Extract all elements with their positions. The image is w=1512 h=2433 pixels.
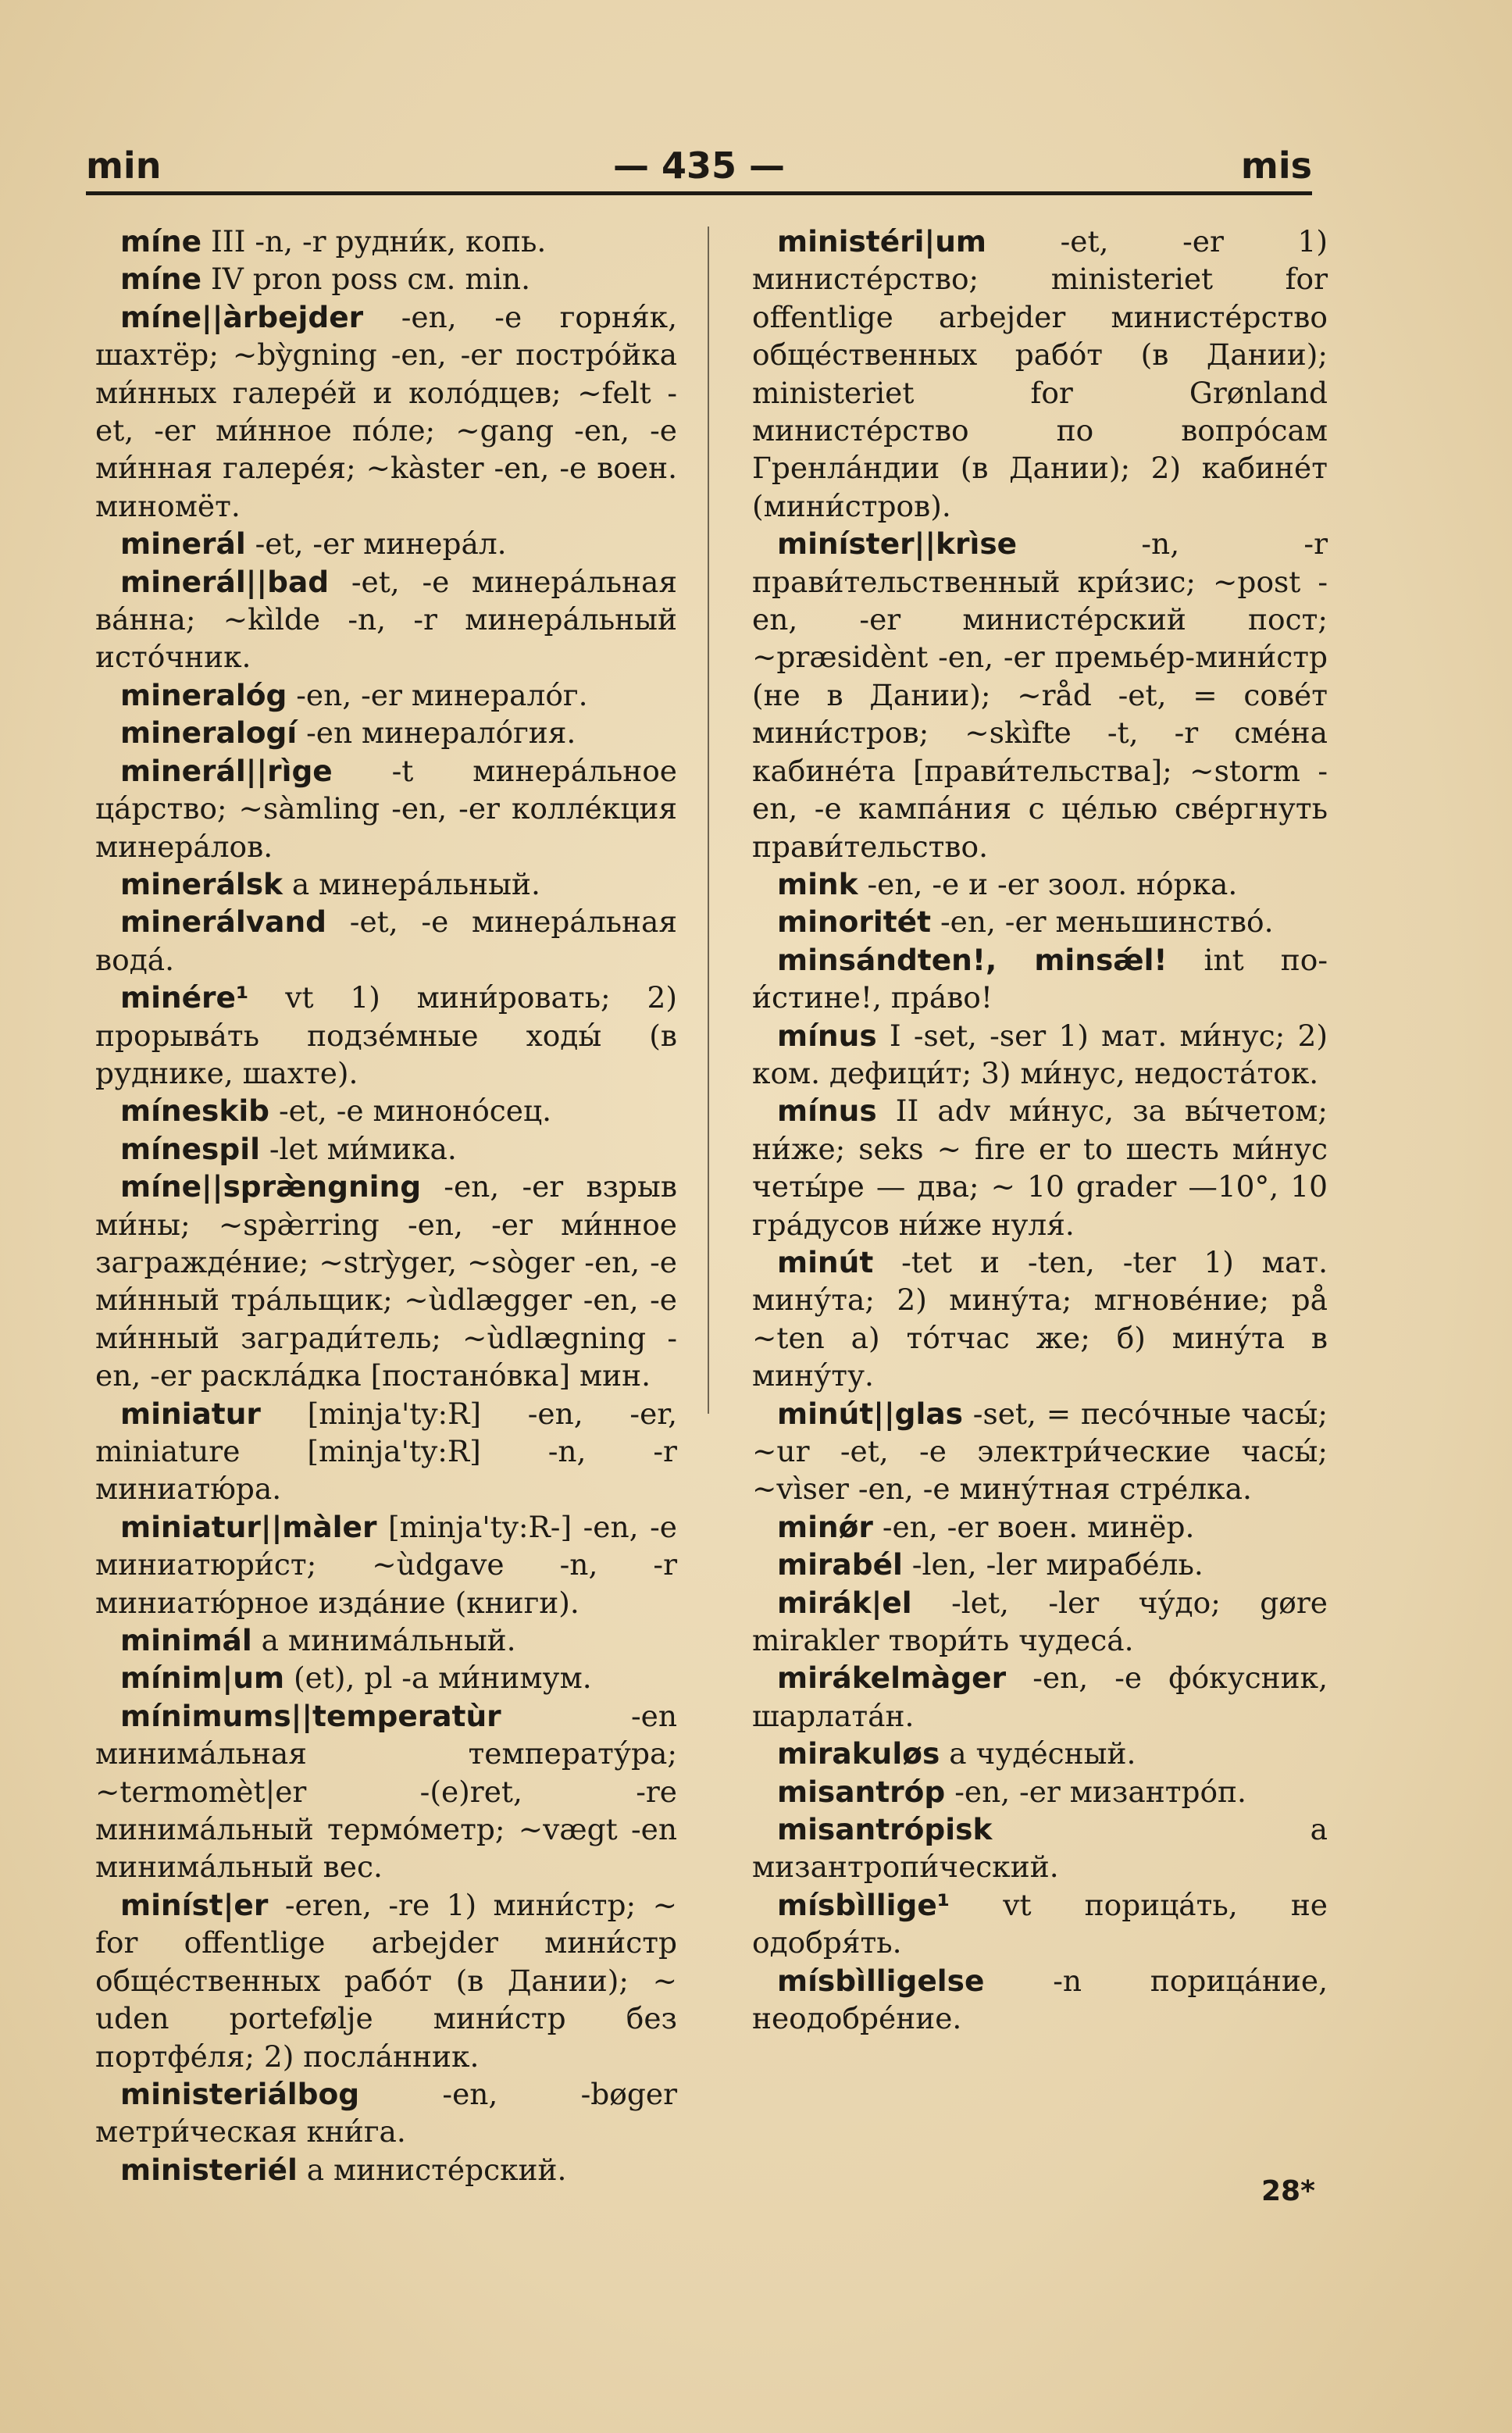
dictionary-entry xyxy=(95,1395,677,1508)
dictionary-entry xyxy=(752,1017,1328,1093)
headword: misantrópisk xyxy=(777,1812,993,1847)
dictionary-entry xyxy=(95,1508,677,1621)
definition: a мизантропи́ческий. xyxy=(752,1812,1328,1885)
definition: [minja'ty:R] -en, -er, miniature [minja'ty:R] -n, -r миниатю́ра. xyxy=(95,1396,678,1507)
definition: vt порица́ть, не одобря́ть. xyxy=(752,1887,1328,1960)
dictionary-entry xyxy=(752,1092,1328,1243)
definition: -en минима́льная температу́ра; ~termomèt|er -(e)ret, -re минима́льный термо́метр; ~vægt -en минима́льный вес. xyxy=(95,1698,677,1885)
definition: a министе́рский. xyxy=(306,2152,567,2187)
definition: -et, -e минера́льная вода́. xyxy=(95,904,678,977)
dictionary-entry xyxy=(752,1659,1328,1735)
definition: a минера́льный. xyxy=(291,866,540,901)
dictionary-entry xyxy=(752,865,1328,903)
dictionary-entry xyxy=(95,223,677,260)
headword: mísbìlligelse xyxy=(777,1963,985,1998)
definition: -n порица́ние, неодобре́ние. xyxy=(752,1963,1328,2036)
dictionary-entry xyxy=(95,563,677,676)
guide-word-left: min xyxy=(86,144,162,187)
dictionary-entry xyxy=(95,1886,677,2075)
headword: mink xyxy=(777,866,858,901)
headword: mínim|um xyxy=(120,1661,285,1696)
header-rule xyxy=(86,191,1312,195)
definition: -en, -er взрыв ми́ны; ~spæ̀rring -en, -er ми́нное загражде́ние; ~strỳger, ~sòger -en, -e ми́нный тра́льщик; ~ùdlægger -en, -e ми́нный загради́тель; ~ùdlægning -en, -er раскла́дка [постано́вка] мин. xyxy=(95,1169,677,1393)
headword: mirákelmàger xyxy=(777,1661,1007,1696)
definition: -eren, -re 1) мини́стр; ~ for offentlige arbejder мини́стр обще́ственных рабо́т (в Дании); ~ uden portefølje мини́стр без портфе́ля; 2) посла́нник. xyxy=(95,1887,677,2074)
definition: -et, -e минера́льная ва́нна; ~kìlde -n, -r минера́льный исто́чник. xyxy=(95,564,678,675)
dictionary-entry xyxy=(752,1810,1328,1886)
headword: míne xyxy=(120,224,202,259)
definition: -en, -e и -er зоол. но́рка. xyxy=(867,866,1238,901)
headword: míne||spræ̀ngning xyxy=(120,1169,422,1204)
headword: mísbìllige¹ xyxy=(777,1887,950,1922)
dictionary-entry xyxy=(95,714,677,751)
headword: ministeriél xyxy=(120,2152,298,2187)
headword: ministeriálbog xyxy=(120,2076,360,2111)
dictionary-entry xyxy=(752,1243,1328,1395)
definition: -en, -e горня́к, шахтёр; ~bỳgning -en, -er постро́йка ми́нных галере́й и коло́дцев; ~felt -et, -er ми́нное по́ле; ~gang -en, -e ми́нная галере́я; ~kàster -en, -e воен. миномёт. xyxy=(95,299,677,523)
headword: minére¹ xyxy=(120,980,249,1015)
definition: a минима́льный. xyxy=(261,1623,516,1658)
definition: (et), pl -a ми́нимум. xyxy=(293,1661,592,1696)
headword: miniatur||màler xyxy=(120,1509,377,1544)
dictionary-entry xyxy=(752,223,1328,525)
definition: -en, -er мизантро́п. xyxy=(954,1774,1246,1809)
definition: -en, -er минерало́г. xyxy=(296,677,588,712)
dictionary-entry xyxy=(95,903,677,979)
dictionary-entry xyxy=(752,1508,1328,1546)
headword: minerálvand xyxy=(120,904,327,940)
dictionary-entry xyxy=(95,1130,677,1168)
headword: misantróp xyxy=(777,1774,946,1809)
dictionary-entry xyxy=(752,1886,1328,1962)
headword: míne xyxy=(120,262,202,297)
signature-mark: 28* xyxy=(1261,2175,1315,2207)
definition: -en, -e фо́кусник, шарлата́н. xyxy=(752,1661,1328,1733)
dictionary-entry xyxy=(95,2075,677,2151)
definition: -set, = песо́чные часы́; ~ur -et, -e электри́ческие часы́; ~vìser -en, -e мину́тная стре́лка. xyxy=(752,1396,1328,1507)
headword: minerálsk xyxy=(120,866,283,901)
headword: minerál xyxy=(120,526,246,562)
page-header xyxy=(86,144,1312,191)
headword: mirabél xyxy=(777,1547,903,1582)
definition: -en минерало́гия. xyxy=(306,715,576,751)
definition: -en, -bøger метри́ческая кни́га. xyxy=(95,2076,677,2149)
dictionary-entry xyxy=(752,1962,1328,2038)
right-column xyxy=(752,223,1328,2038)
dictionary-entry xyxy=(95,260,677,298)
headword: mirakuløs xyxy=(777,1736,940,1771)
headword: minút||glas xyxy=(777,1396,963,1431)
column-divider xyxy=(708,227,709,1414)
headword: ministéri|um xyxy=(777,224,986,259)
headword: minimál xyxy=(120,1623,252,1658)
dictionary-entry xyxy=(752,941,1328,1017)
dictionary-entry xyxy=(95,676,677,714)
dictionary-entry xyxy=(752,1584,1328,1660)
headword: míneskib xyxy=(120,1093,270,1129)
headword: miníst|er xyxy=(120,1887,269,1922)
definition: -en, -er воен. минёр. xyxy=(882,1509,1195,1544)
dictionary-entry xyxy=(95,752,677,865)
definition: vt 1) мини́ровать; 2) прорыва́ть подзе́мные ходы́ (в руднике, шахте). xyxy=(95,980,677,1090)
headword: minerál||bad xyxy=(120,564,330,599)
definition: III -n, -r рудни́к, копь. xyxy=(210,224,547,259)
dictionary-entry xyxy=(95,1092,677,1129)
definition: -tet и -ten, -ter 1) мат. мину́та; 2) мину́та; мгнове́ние; på ~ten а) то́тчас же; б) мину́та в мину́ту. xyxy=(752,1244,1328,1393)
headword: mineralóg xyxy=(120,677,287,712)
headword: mínimums||temperatùr xyxy=(120,1698,501,1733)
dictionary-entry xyxy=(95,979,677,1092)
dictionary-entry xyxy=(752,1395,1328,1508)
definition: -len, -ler мирабе́ль. xyxy=(911,1547,1204,1582)
dictionary-entry xyxy=(95,1659,677,1696)
left-column xyxy=(95,223,677,2189)
headword: mínus xyxy=(777,1018,877,1053)
definition: int по-и́стине!, пра́во! xyxy=(752,942,1328,1015)
dictionary-entry xyxy=(95,1168,677,1394)
guide-word-right: mis xyxy=(1240,144,1312,187)
dictionary-entry xyxy=(752,1773,1328,1810)
definition: -et, -er 1) министе́рство; ministeriet for offentlige arbejder министе́рство обще́ственных рабо́т (в Дании); ministeriet for Grønland министе́рство по вопро́сам Гренла́ндии (в Дании); 2) кабине́т (мини́стров). xyxy=(752,224,1328,523)
headword: mineralogí xyxy=(120,715,298,751)
definition: [minja'ty:R-] -en, -e миниатюри́ст; ~ùdgave -n, -r миниатю́рное изда́ние (книги). xyxy=(95,1509,677,1620)
dictionary-entry xyxy=(752,903,1328,940)
dictionary-entry xyxy=(95,525,677,562)
definition: -let, -ler чу́до; gøre mirakler твори́ть чудеса́. xyxy=(752,1585,1328,1658)
definition: a чуде́сный. xyxy=(949,1736,1136,1771)
headword: minút xyxy=(777,1244,874,1279)
headword: mirák|el xyxy=(777,1585,912,1620)
headword: minsándten!, minsǽl! xyxy=(777,942,1168,977)
headword: míne||àrbejder xyxy=(120,299,364,334)
definition: I -set, -ser 1) мат. ми́нус; 2) ком. дефици́т; 3) ми́нус, недоста́ток. xyxy=(752,1018,1328,1090)
headword: minerál||rìge xyxy=(120,753,333,788)
headword: mínespil xyxy=(120,1131,260,1166)
definition: IV pron poss см. min. xyxy=(210,262,531,297)
dictionary-entry xyxy=(752,1735,1328,1772)
definition: II adv ми́нус, за вы́четом; ни́же; seks ~ fire er to шесть ми́нус четы́ре — два; ~ 10 grader —10°, 10 гра́дусов ни́же нуля́. xyxy=(752,1093,1328,1242)
definition: -t минера́льное ца́рство; ~sàmling -en, -er колле́кция минера́лов. xyxy=(95,753,677,864)
definition: -n, -r прави́тельственный кри́зис; ~post -en, -er министе́рский пост; ~præsidènt -en, -er премье́р-мини́стр (не в Дании); ~råd -et, = сове́т мини́стров; ~skìfte -t, -r сме́на кабине́та [прави́тельства]; ~storm -en, -e кампа́ния с це́лью све́ргнуть прави́тельство. xyxy=(752,526,1328,864)
dictionary-entry xyxy=(95,865,677,903)
dictionary-entry xyxy=(95,1697,677,1886)
dictionary-entry xyxy=(752,1546,1328,1583)
dictionary-entry xyxy=(752,525,1328,865)
definition: -et, -er минера́л. xyxy=(255,526,507,562)
definition: -let ми́мика. xyxy=(269,1131,457,1166)
headword: miníster||krìse xyxy=(777,526,1018,562)
definition: -en, -er меньшинство́. xyxy=(940,904,1274,940)
page-number: — 435 — xyxy=(612,144,786,187)
headword: mínus xyxy=(777,1093,877,1129)
dictionary-entry xyxy=(95,1621,677,1659)
headword: minoritét xyxy=(777,904,932,940)
headword: miniatur xyxy=(120,1396,261,1431)
headword: minǿr xyxy=(777,1509,873,1544)
definition: -et, -e миноно́сец. xyxy=(278,1093,552,1129)
dictionary-entry xyxy=(95,298,677,525)
dictionary-entry xyxy=(95,2151,677,2189)
